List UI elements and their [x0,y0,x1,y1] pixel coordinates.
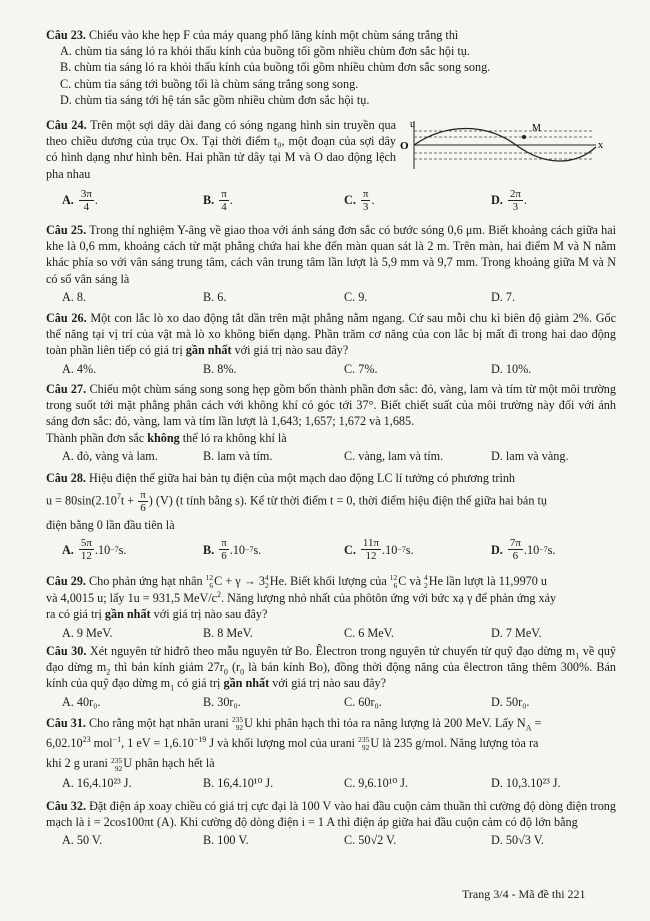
x-label: x [598,140,603,151]
exponent: 23 [82,735,91,745]
question-text: . Biết khối lượng của [283,574,390,588]
option-a: A. 4%. [62,361,97,376]
question-24-options [46,186,616,213]
fraction [508,188,523,213]
nuclide-notation [424,574,428,590]
option-a: A. 8. [62,289,87,304]
atomic-number: 92 [114,763,123,773]
question-text: Trên một sợi dây dài đang có sóng ngang hình sin truyền qua theo chiều dương của trục Ox. Tại thời điểm t₀, một đoạn của sợi dây có hình dạng như hình bên. Hai phần tử dây tại M và O dao động lệch pha nhau [46,118,396,181]
option-d: D. $\frac{7\pi}{6}$ .10 −7 s. [491,537,556,563]
option-c: C. $\frac{11\pi}{12}$ .10 −7 s. [344,537,414,563]
suffix: .10 [523,542,540,557]
fraction [219,188,229,213]
question-text: Hiệu điện thế giữa hai bản tụ điện của một mạch dao động LC lí tưởng có phương trình [89,471,516,485]
option-c [328,188,475,213]
nuclide-notation [265,574,269,590]
option-d: D. 10%. [491,361,532,376]
question-text: 6,02.10 [46,736,83,751]
question-text: Xét nguyên tử hiđrô theo mẫu nguyên tử Bo. Êlectron trong nguyên tử chuyển từ quỹ đạo dừng m [89,644,576,658]
question-text: điện bằng 0 lần đầu tiên là [46,518,175,533]
suffix: .10 [94,542,111,557]
question-number: Câu 28. [46,471,86,485]
option-a: A. 16,4.10²³ J. [62,775,132,790]
question-text: có giá trị [174,676,224,691]
question-text: Đặt điện áp xoay chiều có giá trị cực đại là 100 V vào hai đầu cuộn cảm thuần thì cường độ dòng điện trong mạch là i = 2cos100πt (A). Khi cường độ dòng điện i = 1 A thì điện áp giữa hai đầu cuộn cảm có độ lớn bằng [46,799,616,830]
question-text: khi phân hạch thì tỏa ra năng lượng là 200 MeV. Lấy N [252,716,526,730]
question-text: thì bán kính giảm 27r [110,660,224,675]
option-c: C. 6 MeV. [344,625,394,640]
question-text: Cho phản ứng hạt nhân [89,574,206,588]
equation: u = 80sin(2.10 [46,493,117,508]
option-d: D. lam và vàng. [491,448,569,463]
mass-number: 235 [231,715,244,725]
option-label: A. [62,193,74,208]
question-25 [46,222,616,305]
question-text: về quỹ đạo dừng m [46,644,617,675]
question-text: ) (V) (t tính bằng s). Kể từ thời điểm t = 0, thời điểm hiệu điện thế giữa hai bản tụ [148,493,547,508]
option-c: C. 9,6.10¹⁰ J. [344,775,409,790]
option-d: D. 50r₀. [491,694,530,709]
denominator: 12 [80,550,92,563]
question-30 [46,643,616,710]
question-number: Câu 23. [46,28,86,42]
page-footer: Trang 3/4 - Mã đề thi 221 [462,887,586,901]
m-label: M [532,123,541,134]
mass-number: 4 [265,573,269,583]
option-a: A. 9 MeV. [62,625,113,640]
mass-number: 235 [111,755,123,765]
denominator: 4 [83,201,90,213]
numerator: π [140,489,146,502]
option-a: A. $\frac{5\pi}{12}$ .10 −7 s. [62,537,127,563]
option-b: B. $\frac{\pi}{6}$ .10 −7 s. [203,537,262,563]
subscript: A [525,723,532,733]
option-d: D. chùm tia sáng tới hệ tán sắc gồm nhiều chùm đơn sắc hội tụ. [60,92,370,107]
question-text: Trong thí nghiệm Y-âng về giao thoa với ánh sáng đơn sắc có bước sóng 0,6 μm. Biết khoảng cách giữa hai khe là 0,6 mm, khoảng cách từ mặt phẳng chứa hai khe đến màn quan sát là 2 m. Trên màn, hai điểm M và N nằm khác phía so với vân sáng trung tâm, cách vân trung tâm lần lượt là 5,9 mm và 9,7 mm. Trong khoảng giữa M và N có số vân sáng là [46,223,616,286]
question-24 [46,117,396,182]
option-d [475,188,616,213]
exponent: 2 [217,590,222,600]
nuclide-notation [390,574,398,590]
fraction [361,537,381,562]
emphasis: gần nhất [185,343,232,358]
atomic-number: 6 [393,581,398,591]
question-number: Câu 30. [46,644,87,658]
denominator: 4 [221,201,227,213]
question-27 [46,381,616,464]
option-b: B. chùm tia sáng ló ra khỏi thấu kính của buồng tối gồm nhiều chùm đơn sắc song song. [60,60,491,75]
fraction [361,188,371,213]
denominator: 6 [512,550,519,563]
option-label: B. [203,193,215,208]
fraction [138,489,148,514]
unit: s. [547,542,556,557]
fraction [219,537,229,562]
emphasis: không [147,430,180,445]
mass-number: 12 [205,573,214,583]
question-number: Câu 27. [46,382,87,396]
question-text: là bán kính Bo), đồng thời động năng của êlectron tăng thêm 300%. Bán kính của quỹ đạo dừng m [46,660,617,691]
question-28 [46,470,616,562]
unit: s. [253,542,262,557]
equation: t + [120,493,138,508]
option-a: A. 50 V. [62,833,103,848]
question-number: Câu 31. [46,716,86,730]
fraction [79,537,94,562]
mass-number: 12 [389,573,398,583]
numerator: 7π [509,537,521,550]
question-text: khi 2 g urani [46,756,111,771]
option-c: C. 7%. [344,361,378,376]
option-label: D. [491,542,503,557]
option-b: B. 30r₀. [203,694,241,709]
option-b: B. lam và tím. [203,448,273,463]
element-symbol: C [214,574,223,588]
element-symbol: U [244,716,253,730]
option-a: A. chùm tia sáng ló ra khỏi thấu kính của buồng tối gồm nhiều chùm đơn sắc hội tụ. [60,44,470,59]
nuclide-notation [111,757,122,773]
question-text: thể ló ra không khí là [179,430,287,445]
option-c: C. chùm tia sáng tới buồng tối là chùm sáng trắng song song. [60,76,359,91]
emphasis: gần nhất [223,676,270,691]
question-text: U là 235 g/mol. Năng lượng tỏa ra [370,736,539,751]
question-number: Câu 25. [46,223,87,237]
numerator: 5π [80,537,92,550]
option-d: D. 10,3.10²³ J. [491,775,561,790]
emphasis: gần nhất [104,607,151,622]
mass-number: 235 [358,735,370,745]
option-d: D. 50√3 V. [491,833,544,848]
exponent: −19 [193,735,207,745]
question-text: (r [227,660,241,675]
suffix: . [371,193,375,208]
option-b: B. 16,4.10¹⁰ J. [203,775,274,790]
option-label: A. [62,542,74,557]
o-label: O [400,140,409,152]
subscript: 0 [223,667,228,677]
atomic-number: 92 [235,723,244,733]
question-number: Câu 26. [46,311,87,325]
denominator: 12 [365,550,377,563]
element-symbol: C [398,574,407,588]
option-c: C. 60r₀. [344,694,382,709]
suffix: .10 [382,542,398,557]
question-text: Một con lắc lò xo dao động tắt dần trên mặt phẳng nằm ngang. Cứ sau mỗi chu kì biên độ giảm 2%. Gốc thế năng tại vị trí của vật mà lò xo không biến dạng. Phần trăm cơ năng của con lắc bị mất đi trong hai dao động toàn phần liên tiếp có giá trị [46,311,616,358]
numerator: 3π [80,188,92,200]
denominator: 3 [512,201,519,213]
suffix: .10 [229,542,245,557]
option-d: D. 7. [491,289,516,304]
u-label: u [410,119,415,130]
exponent: −1 [112,735,122,745]
atomic-number: 2 [265,581,269,591]
numerator: π [221,537,227,550]
denominator: 6 [221,550,227,563]
question-32 [46,798,616,849]
question-text: mol [90,736,113,751]
option-label: B. [203,542,215,557]
suffix: . [94,193,98,208]
atomic-number: 92 [361,743,370,753]
suffix: . [523,193,527,208]
question-text: Chiếu vào khe hẹp F của máy quang phổ lăng kính một chùm sáng trắng thì [89,28,459,42]
question-text: . Năng lượng nhỏ nhất của phôtôn ứng với bức xạ γ để phản ứng xảy [221,591,557,606]
subscript: 2 [106,667,111,677]
element-symbol: He [428,574,443,588]
question-text: và 4,0015 u; lấy 1u = 931,5 MeV/c [46,591,218,606]
subscript: 1 [575,651,580,661]
option-b: B. 8%. [203,361,237,376]
option-d: D. 7 MeV. [491,625,542,640]
numerator: 11π [362,537,380,550]
question-number: Câu 29. [46,574,86,588]
numerator: π [221,188,227,200]
question-text: lần lượt là 11,9970 u [443,574,547,588]
exponent: 7 [116,492,121,502]
option-label: D. [491,193,503,208]
option-b: B. 100 V. [203,833,249,848]
question-text: với giá trị nào sau đây? [150,607,268,622]
option-label: C. [344,193,356,208]
option-label: C. [344,542,356,557]
question-text: với giá trị nào sau đây? [269,676,386,691]
question-26 [46,310,616,377]
question-text: và [406,574,425,588]
question-text: Chiếu một chùm sáng song song hẹp gồm bốn thành phần đơn sắc: đỏ, vàng, lam và tím từ một môi trường trong suốt tới mặt phẳng phân cách với không khí có góc tới 37°. Biết chiết suất của môi trường này đối với ánh sáng đơn sắc: đỏ, vàng, lam và tím lần lượt là 1,643; 1,657; 1,672 và 1,685. [46,382,616,429]
option-c: C. 9. [344,289,368,304]
question-text: Thành phần đơn sắc [46,430,148,445]
element-symbol: He [269,574,284,588]
question-29 [46,573,616,641]
question-text: = [531,716,542,730]
question-text: , 1 eV = 1,6.10 [121,736,194,751]
denominator: 6 [140,502,146,515]
subscript: 1 [170,683,175,693]
atomic-number: 6 [209,581,214,591]
atomic-number: 2 [424,581,428,591]
nuclide-notation [358,736,369,752]
subscript: 0 [240,667,245,677]
option-a [46,188,187,213]
mass-number: 4 [424,573,428,583]
fraction [508,537,523,562]
question-number: Câu 24. [46,118,87,132]
numerator: 2π [509,188,521,200]
question-23 [46,27,616,108]
question-text: ra có giá trị [46,607,105,622]
question-text: với giá trị nào sau đây? [231,343,349,358]
nuclide-notation [206,574,214,590]
question-text: Cho rằng một hạt nhân urani [89,716,232,730]
point-m [522,135,526,139]
option-c: C. 50√2 V. [344,833,397,848]
question-text: J và khối lượng mol của urani [206,736,359,751]
option-a: A. 40r₀. [62,694,101,709]
question-31 [46,715,616,791]
fraction [79,188,94,213]
unit: s. [118,542,127,557]
question-text: + γ → 3 [222,574,266,588]
denominator: 3 [362,201,369,213]
option-c: C. vàng, lam và tím. [344,448,444,463]
question-text: U phân hạch hết là [123,756,215,771]
question-number: Câu 32. [46,799,86,813]
option-b: B. 8 MeV. [203,625,253,640]
option-a: A. đỏ, vàng và lam. [62,448,158,463]
suffix: . [229,193,233,208]
unit: s. [405,542,414,557]
option-b [187,188,328,213]
numerator: π [362,188,369,200]
nuclide-notation [232,716,243,732]
option-b: B. 6. [203,289,227,304]
wave-figure [396,117,612,173]
